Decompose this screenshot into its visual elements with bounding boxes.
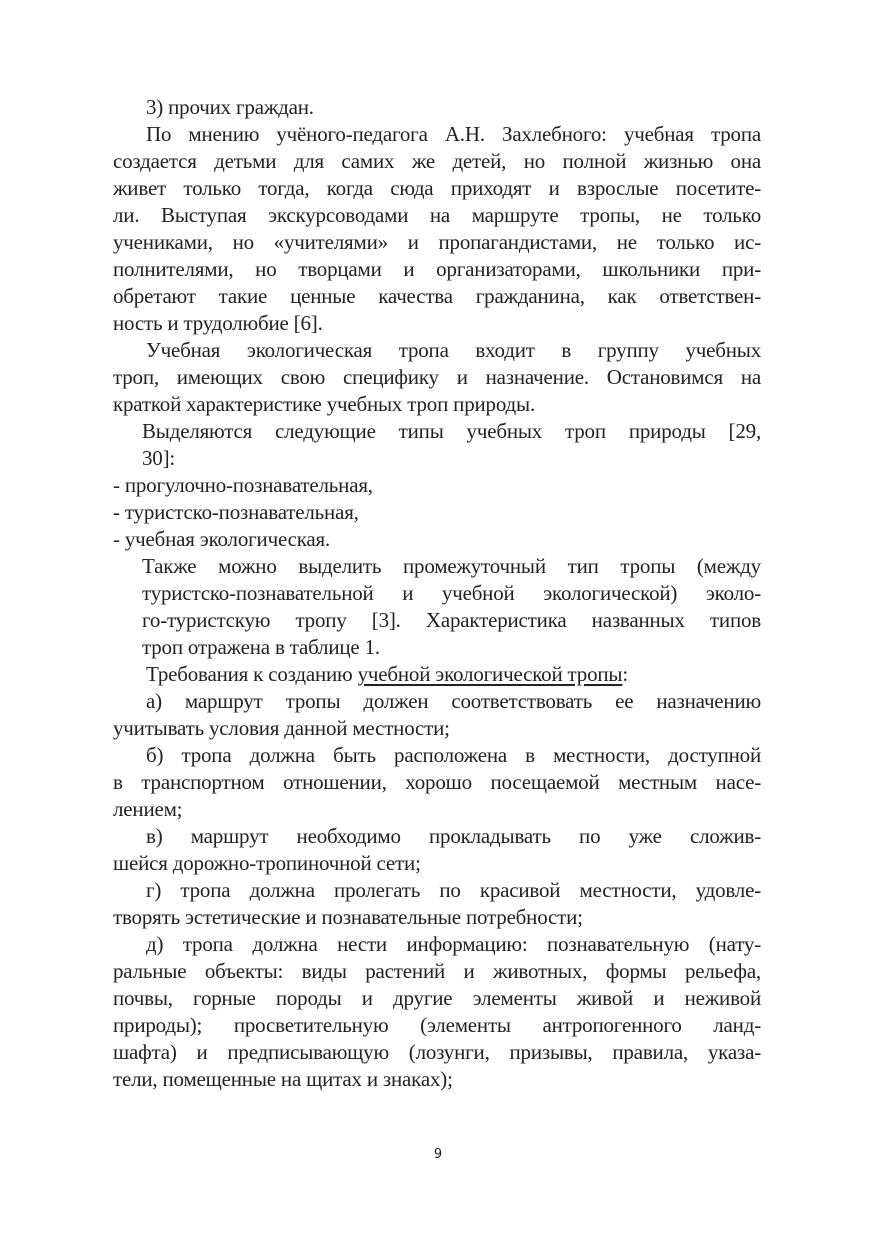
text-line: лением; [113,797,183,821]
text-line: создается детьми для самих же детей, но полной жизнью она [113,149,761,173]
text-line: полнителями, но творцами и организаторами, школьники при- [113,257,761,281]
text-line: тели, помещенные на щитах и знаках); [113,1067,453,1091]
text-line: Выделяются следующие типы учебных троп природы [29, [142,419,761,443]
text-line: шейся дорожно-тропиночной сети; [113,851,421,875]
text-line: - учебная экологическая. [113,527,331,551]
text-line: - прогулочно-познавательная, [113,473,373,497]
text-line: Учебная экологическая тропа входит в группу учебных [146,338,761,362]
text-line: живет только тогда, когда сюда приходят и взрослые посетите- [113,176,761,200]
text-line: в) маршрут необходимо прокладывать по уже сложив- [146,824,761,848]
text-line: в транспортном отношении, хорошо посещаемой местным насе- [113,770,761,794]
requirements-heading [146,661,761,688]
text-line: шафта) и предписывающую (лозунги, призывы, правила, указа- [113,1040,761,1064]
text-line: троп отражена в таблице 1. [142,635,380,659]
heading-underlined: учебной экологической тропы [357,662,623,686]
text-line: а) маршрут тропы должен соответствовать ее назначению [146,689,761,713]
text-line: 30]: [142,446,176,470]
text-line: По мнению учёного-педагога А.Н. Захлебного: учебная тропа [146,122,761,146]
text-line: го-туристскую тропу [3]. Характеристика названных типов [142,608,761,632]
text-line: природы); просветительную (элементы антропогенного ланд- [113,1013,761,1037]
text-line: д) тропа должна нести информацию: познавательную (нату- [146,932,761,956]
text-line: учитывать условия данной местности; [113,716,450,740]
text-line: ли. Выступая экскурсоводами на маршруте тропы, не только [113,203,761,227]
text-line: почвы, горные породы и другие элементы живой и неживой [113,986,761,1010]
text-line: туристско-познавательной и учебной экологической) эколо- [142,581,761,605]
text-line: ность и трудолюбие [6]. [113,311,323,335]
text-line: г) тропа должна пролегать по красивой местности, удовле- [146,878,761,902]
text-line: обретают такие ценные качества гражданина, как ответствен- [113,284,761,308]
text-line: творять эстетические и познавательные потребности; [113,905,583,929]
text-line: б) тропа должна быть расположена в местности, доступной [146,743,761,767]
text-line: краткой характеристике учебных троп природы. [113,392,535,416]
text-line: - туристско-познавательная, [113,500,359,524]
text-line: 3) прочих граждан. [146,95,314,119]
text-line: троп, имеющих свою специфику и назначение. Остановимся на [113,365,761,389]
page-number: 9 [433,1147,443,1162]
text-line: Также можно выделить промежуточный тип тропы (между [142,554,761,578]
text-line: ральные объекты: виды растений и животных, формы рельефа, [113,959,761,983]
heading-after: : [622,662,628,686]
heading-before: Требования к созданию [146,662,358,686]
text-line: учениками, но «учителями» и пропагандистами, не только ис- [113,230,761,254]
